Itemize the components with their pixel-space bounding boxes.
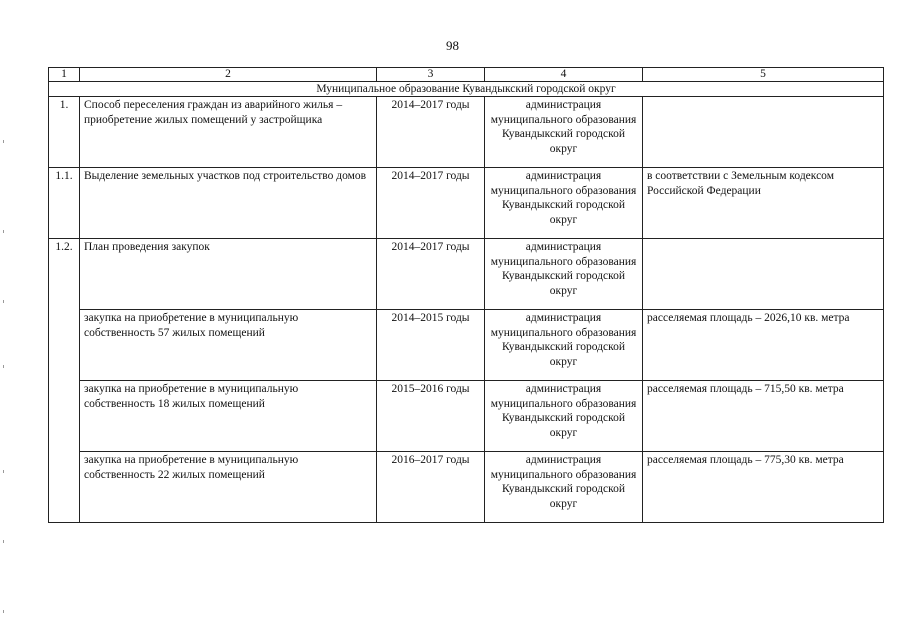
- column-number: 4: [485, 68, 643, 82]
- row-note: [643, 239, 884, 310]
- column-number: 5: [643, 68, 884, 82]
- row-note: [643, 97, 884, 168]
- row-note: расселяемая площадь – 775,30 кв. метра: [643, 452, 884, 523]
- table-row: [49, 97, 884, 168]
- row-note: расселяемая площадь – 2026,10 кв. метра: [643, 310, 884, 381]
- row-action: Способ переселения граждан из аварийного жилья – приобретение жилых помещений у застройщика: [80, 97, 377, 168]
- table-row: [49, 168, 884, 239]
- page-number: 98: [446, 38, 459, 53]
- row-number: 1.: [49, 97, 80, 168]
- row-period: 2015–2016 годы: [377, 381, 485, 452]
- section-title: Муниципальное образование Кувандыкский городской округ: [49, 82, 884, 97]
- row-executor: администрация муниципального образования Кувандыкский городской округ: [485, 310, 643, 381]
- row-period: 2014–2017 годы: [377, 239, 485, 310]
- table-row: [49, 452, 884, 523]
- row-note: в соответствии с Земельным кодексом Российской Федерации: [643, 168, 884, 239]
- row-executor: администрация муниципального образования Кувандыкский городской округ: [485, 97, 643, 168]
- row-note: расселяемая площадь – 715,50 кв. метра: [643, 381, 884, 452]
- section-row: [49, 82, 884, 97]
- scan-margin-marks: [3, 140, 7, 620]
- row-period: 2014–2015 годы: [377, 310, 485, 381]
- row-action: закупка на приобретение в муниципальную собственность 22 жилых помещений: [80, 452, 377, 523]
- measures-table: [48, 67, 884, 523]
- column-number: 3: [377, 68, 485, 82]
- row-executor: администрация муниципального образования Кувандыкский городской округ: [485, 381, 643, 452]
- row-period: 2014–2017 годы: [377, 168, 485, 239]
- column-number-row: [49, 68, 884, 82]
- column-number: 1: [49, 68, 80, 82]
- row-executor: администрация муниципального образования Кувандыкский городской округ: [485, 452, 643, 523]
- row-period: 2014–2017 годы: [377, 97, 485, 168]
- table-row: [49, 310, 884, 381]
- table-row: [49, 239, 884, 310]
- row-action: закупка на приобретение в муниципальную собственность 18 жилых помещений: [80, 381, 377, 452]
- row-executor: администрация муниципального образования Кувандыкский городской округ: [485, 168, 643, 239]
- row-executor: администрация муниципального образования Кувандыкский городской округ: [485, 239, 643, 310]
- row-action: План проведения закупок: [80, 239, 377, 310]
- row-action: Выделение земельных участков под строительство домов: [80, 168, 377, 239]
- row-period: 2016–2017 годы: [377, 452, 485, 523]
- row-action: закупка на приобретение в муниципальную собственность 57 жилых помещений: [80, 310, 377, 381]
- row-number: 1.1.: [49, 168, 80, 239]
- table-row: [49, 381, 884, 452]
- row-number: 1.2.: [49, 239, 80, 523]
- column-number: 2: [80, 68, 377, 82]
